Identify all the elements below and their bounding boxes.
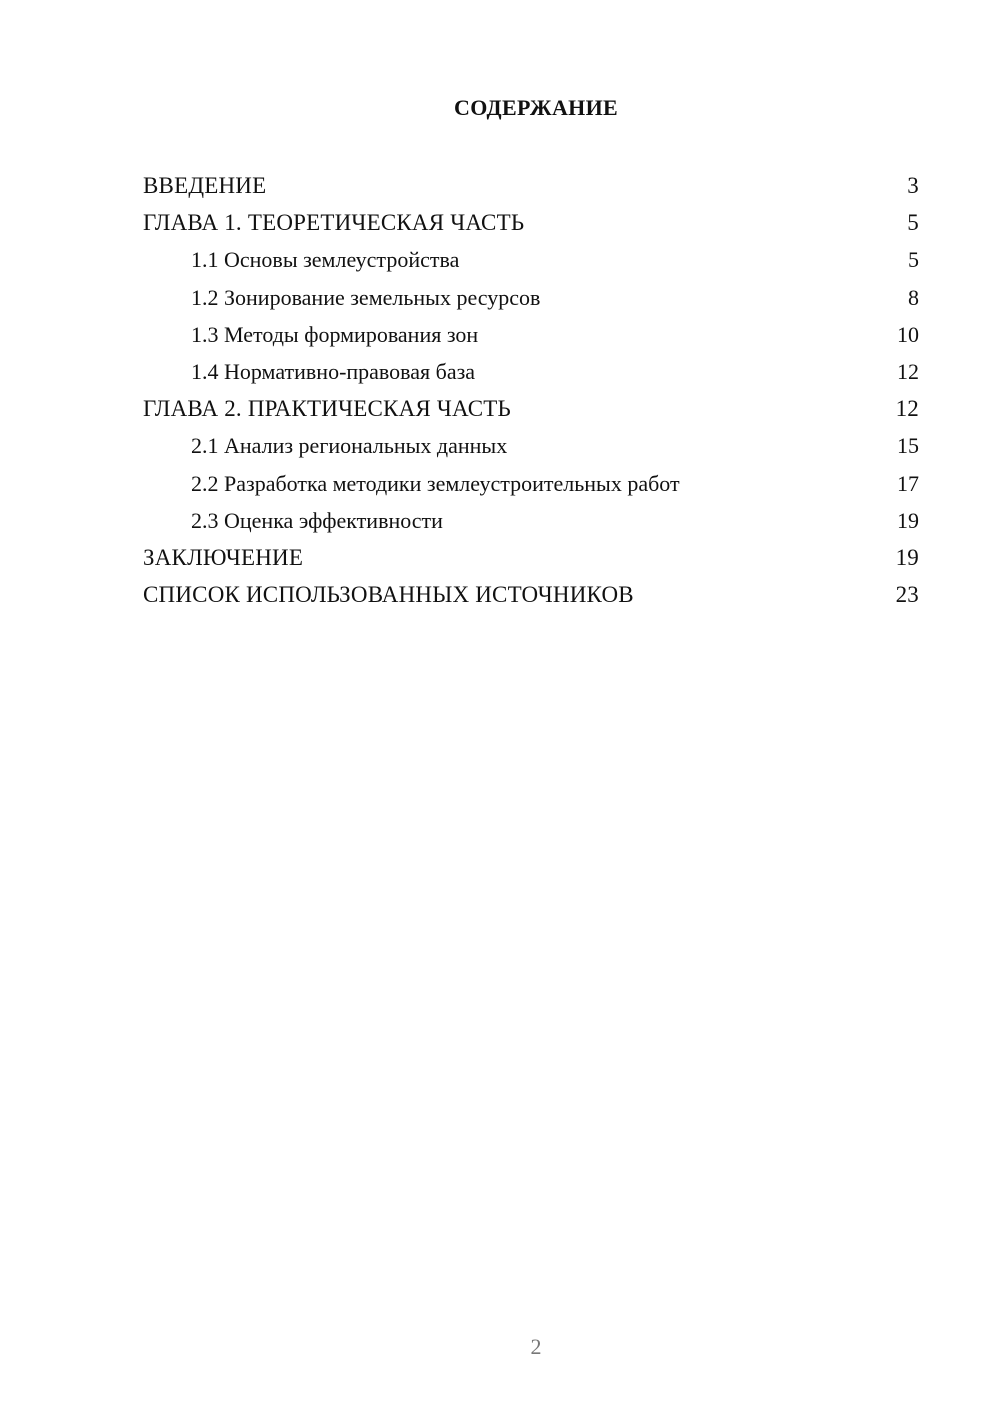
toc-entry-page: 5	[908, 247, 919, 273]
page-number: 2	[530, 1334, 542, 1359]
toc-entry-conclusion[interactable]	[143, 539, 919, 576]
toc-entry-label: ГЛАВА 2. ПРАКТИЧЕСКАЯ ЧАСТЬ	[143, 396, 511, 422]
toc-entry-page: 12	[897, 358, 919, 384]
toc-entry-label: 1.3 Методы формирования зон	[191, 321, 479, 347]
toc-entry-label: ВВЕДЕНИЕ	[143, 173, 267, 198]
toc-entry-page: 23	[895, 582, 919, 608]
toc-entry-page: 5	[907, 210, 919, 236]
toc-entry-page: 10	[897, 321, 919, 347]
toc-entry-section-1-3[interactable]	[143, 316, 919, 353]
toc-entry-chapter-2[interactable]	[143, 390, 919, 427]
toc-entry-label: ГЛАВА 1. ТЕОРЕТИЧЕСКАЯ ЧАСТЬ	[143, 210, 525, 236]
toc-entry-label: 2.2 Разработка методики землеустроительных работ	[191, 470, 680, 496]
toc-entry-section-2-1[interactable]	[143, 427, 919, 464]
toc-entry-label: ЗАКЛЮЧЕНИЕ	[143, 544, 304, 570]
toc-entry-page: 17	[897, 470, 919, 496]
toc-entry-page: 12	[895, 396, 919, 422]
toc-entry-label: 1.4 Нормативно-правовая база	[191, 358, 476, 384]
toc-entry-page: 19	[897, 507, 919, 533]
toc-entry-label: 2.1 Анализ региональных данных	[191, 433, 508, 459]
toc-entry-section-2-2[interactable]	[143, 465, 919, 502]
toc-entry-label: СПИСОК ИСПОЛЬЗОВАННЫХ ИСТОЧНИКОВ	[143, 582, 634, 608]
toc-entry-chapter-1[interactable]	[143, 204, 919, 241]
toc-entry-section-1-4[interactable]	[143, 353, 919, 390]
toc-entry-section-1-2[interactable]	[143, 279, 919, 316]
page-title: СОДЕРЖАНИЕ	[454, 95, 618, 120]
toc-entry-section-2-3[interactable]	[143, 502, 919, 539]
table-of-contents	[143, 167, 919, 613]
toc-entry-section-1-1[interactable]	[143, 241, 919, 278]
toc-entry-label: 1.2 Зонирование земельных ресурсов	[191, 284, 541, 310]
toc-entry-references[interactable]	[143, 576, 919, 613]
toc-entry-page: 15	[897, 433, 919, 459]
toc-entry-page: 3	[907, 173, 919, 198]
toc-entry-page: 19	[895, 544, 919, 570]
toc-entry-page: 8	[908, 284, 919, 310]
toc-entry-label: 1.1 Основы землеустройства	[191, 247, 460, 273]
toc-entry-introduction[interactable]	[143, 167, 919, 204]
toc-entry-label: 2.3 Оценка эффективности	[191, 507, 443, 533]
